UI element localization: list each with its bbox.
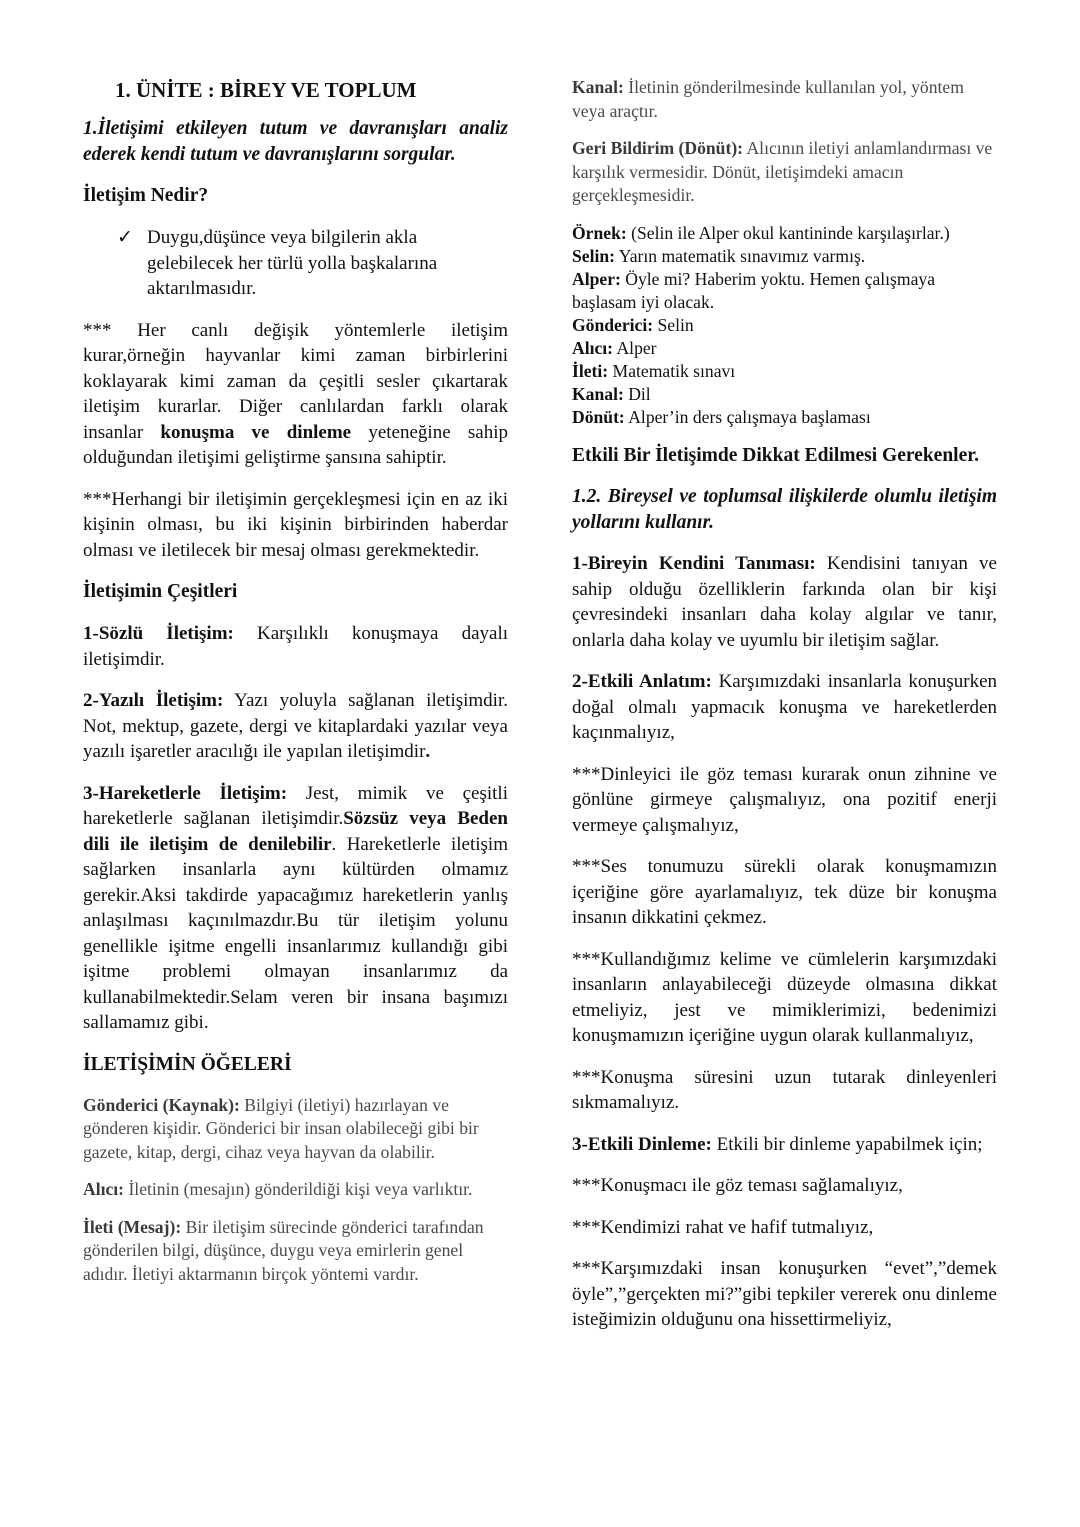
heading-etkili-iletisim [572,443,997,469]
left-column [83,76,508,1300]
text: Selin [653,314,694,335]
bold-text: Dönüt: [572,406,625,427]
text: ***Karşımızdaki insan konuşurken “evet”,”demek öyle”,”gerçekten mi?”gibi tepkiler vererek onu dinleme isteğimizin olduğunu ona hissettirmeliyiz, [572,1258,997,1330]
bold-text: 1.2. Bireysel ve toplumsal ilişkilerde olumlu iletişim yollarını kullanır. [572,486,997,533]
example-line [572,360,997,383]
bold-text: Selin: [572,245,616,266]
definition-ileti [83,1216,508,1287]
text: ***Kullandığımız kelime ve cümlelerin karşımızdaki insanların anlayabileceği düzeyde olmasına dikkat etmeliyiz, jest ve mimiklerimizi, bedenimizi konuşmamızın içeriğine uygun olarak kullanmalıyız, [572,948,997,1046]
paragraph-goz-temasi [572,1173,997,1199]
text: Karşımızdaki insanlarla konuşurken doğal olmalı yapmacık konuşma ve hareketlerden kaçınmalıyız, [572,671,997,743]
bold-text: Gönderici (Kaynak): [83,1094,240,1115]
bold-text: 2-Etkili Anlatım: [572,671,712,692]
bold-text: İleti (Mesaj): [83,1216,182,1237]
text: Dil [623,383,651,404]
bold-text: Örnek: [572,222,627,243]
paragraph-sozlu [83,621,508,672]
bold-text: İletişim Nedir? [83,185,209,206]
paragraph-kendini-tanima [572,551,997,653]
bold-text: 1. ÜNİTE : BİREY VE TOPLUM [115,78,417,102]
text: Matematik sınavı [608,360,736,381]
paragraph-hareketlerle [83,781,508,1036]
bold-text: Sözsüz veya Beden dili ile iletişim de denilebilir [83,808,508,855]
bold-text: 3-Etkili Dinleme: [572,1133,712,1155]
example-line [572,245,997,268]
bold-text: Geri Bildirim (Dönüt): [572,138,744,158]
text: Alıcının iletiyi anlamlandırması ve karşılık vermesidir. Dönüt, iletişimdeki amacın gerçekleşmesidir. [572,138,993,205]
heading-iletisimin-ogeleri [83,1052,508,1078]
text: Yazı yoluyla sağlanan iletişimdir. Not, mektup, gazete, dergi ve kitaplardaki yazılar veya yazılı işaretler aracılığı ile yapılan iletişimdir [83,690,508,762]
heading-iletisim-nedir [83,183,508,209]
definition-checklist-item [83,225,508,302]
paragraph-konusma-suresi [572,1065,997,1116]
text: Alper’in ders çalışmaya başlaması [624,406,871,427]
text: . Hareketlerle iletişim sağlarken insanlarla aynı kültürden olmamız gerekir.Aksi takdirde yapacağımız hareketlerin yanlış anlaşılması kaçınılmazdır.Bu tür iletişim yolunu genellikle işitme engelli insanlarımız kullandığı gibi işitme problemi olmayan insanlarımız da kullanabilmektedir.Selam veren bir insana başımızı sallamamız gibi. [83,833,508,1033]
bold-text: Gönderici: [572,314,654,335]
paragraph-dinleyici [572,762,997,839]
text: ***Konuşma süresini uzun tutarak dinleyenleri sıkmamalıyız. [572,1066,997,1113]
text: (Selin ile Alper okul kantininde karşılaşırlar.) [626,222,950,243]
example-line [572,383,997,406]
objective-1 [83,116,508,167]
bold-text: İleti: [572,360,609,381]
text: İletinin gönderilmesinde kullanılan yol, yöntem veya araçtır. [572,77,964,121]
text: Kendisini tanıyan ve sahip olduğu özelliklerin farkında olan bir kişi çevresindeki insanları daha kolay algılar ve tanır, onlarla daha kolay ve uyumlu bir iletişim sağlar. [572,553,997,651]
paragraph-tepkiler [572,1256,997,1333]
bold-text: İletişimin Çeşitleri [83,581,238,602]
definition-geri-bildirim [572,137,997,208]
unit-title [83,76,508,104]
right-column [572,76,997,1349]
paragraph-kelime [572,947,997,1049]
text: Duygu,düşünce veya bilgilerin akla gelebilecek her türlü yolla başkalarına aktarılmasıdır. [147,227,438,299]
text: ***Ses tonumuzu sürekli olarak konuşmamızın içeriğine göre ayarlamalıyız, tek düze bir konuşma insanın dikkatini çekmez. [572,856,997,928]
text: ***Konuşmacı ile göz teması sağlamalıyız, [572,1175,903,1196]
heading-iletisim-cesitleri [83,579,508,605]
text: *** Her canlı değişik yöntemlerle iletişim kurar,örneğin hayvanlar kimi zaman birbirlerini koklayarak kimi zaman da çeşitli sesler çıkartarak iletişim kurarlar. Diğer canlılardan farklı olarak insanlar [83,319,508,443]
bold-text: 2-Yazılı İletişim: [83,690,224,711]
paragraph-her-canli [83,318,508,471]
text: Karşılıklı konuşmaya dayalı iletişimdir. [83,623,509,670]
bold-text: Alper: [572,268,621,289]
bold-text: Alıcı: [83,1179,125,1199]
example-block [572,222,997,429]
paragraph-herhangi [83,487,508,564]
text: ***Herhangi bir iletişimin gerçekleşmesi için en az iki kişinin olması, bu iki kişinin birbirinden haberdar olması ve iletilecek bir mesaj olması gerekmektedir. [83,488,508,561]
bold-text: Etkili Bir İletişimde Dikkat Edilmesi Gerekenler. [572,444,979,466]
text: Öyle mi? Haberim yoktu. Hemen çalışmaya başlasam iyi olacak. [572,268,936,312]
bold-text: . [425,741,431,762]
text: ***Dinleyici ile göz teması kurarak onun zihnine ve gönlüne girmeye çalışmalıyız, ona pozitif enerji vermeye çalışmalıyız, [572,763,997,836]
text: yeteneğine sahip olduğundan iletişimi geliştirme şansına sahiptir. [83,421,508,468]
text: İletinin (mesajın) gönderildiği kişi veya varlıktır. [124,1179,473,1199]
text: Yarın matematik sınavımız varmış. [615,245,866,266]
text: Bir iletişim sürecinde gönderici tarafından gönderilen bilgi, düşünce, duygu veya emirlerin genel adıdır. İletiyi aktarmanın birçok yöntemi vardır. [83,1216,484,1284]
example-line [572,268,997,314]
paragraph-yazili [83,688,508,765]
example-line [572,406,997,429]
text: Alper [613,337,657,358]
paragraph-rahat [572,1215,997,1241]
example-line [572,314,997,337]
example-line [572,222,997,245]
bold-text: 1-Sözlü İletişim: [83,623,234,644]
definition-kanal [572,76,997,123]
example-line [572,337,997,360]
bold-text: 3-Hareketlerle İletişim: [83,782,288,804]
paragraph-etkili-anlatim [572,669,997,746]
text: Etkili bir dinleme yapabilmek için; [711,1133,983,1155]
checkmark-icon: ✓ [117,227,133,248]
paragraph-ses-tonu [572,854,997,931]
text: Bilgiyi (iletiyi) hazırlayan ve gönderen kişidir. Gönderici bir insan olabileceği gibi bir gazete, kitap, dergi, cihaz veya hayvan da olabilir. [83,1094,479,1162]
bold-text: Alıcı: [572,337,614,358]
definition-alici [83,1178,508,1202]
bold-text: Kanal: [572,77,624,97]
text: Jest, mimik ve çeşitli hareketlerle sağlanan iletişimdir. [83,782,508,829]
definition-gonderici [83,1094,508,1165]
bold-text: Kanal: [572,383,624,404]
bold-text: İLETİŞİMİN ÖĞELERİ [83,1053,292,1075]
text: ***Kendimizi rahat ve hafif tutmalıyız, [572,1216,874,1238]
bold-text: konuşma ve dinleme [160,421,352,443]
objective-1-2 [572,484,997,535]
paragraph-etkili-dinleme [572,1132,997,1158]
bold-text: 1-Bireyin Kendini Tanıması: [572,553,816,574]
bold-text: 1.İletişimi etkileyen tutum ve davranışları analiz ederek kendi tutum ve davranışlarını sorgular. [83,118,508,165]
